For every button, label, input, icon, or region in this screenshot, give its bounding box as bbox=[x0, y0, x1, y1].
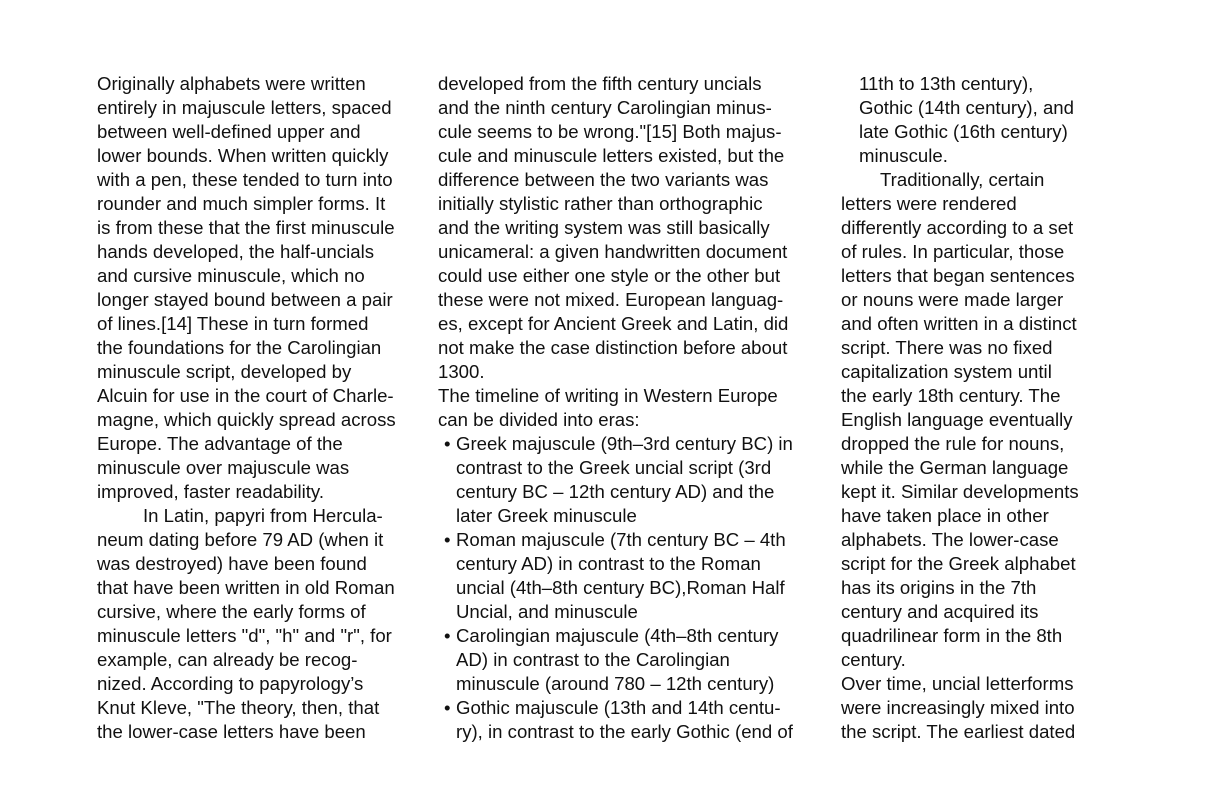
text-line: dropped the rule for nouns, bbox=[841, 433, 1065, 454]
list-item-line: • Gothic majuscule (13th and 14th centu- bbox=[444, 697, 781, 718]
paragraph-start-line: Traditionally, certain bbox=[880, 169, 1045, 190]
text-column-right bbox=[841, 72, 1111, 744]
text-line: the lower-case letters have been bbox=[97, 721, 366, 742]
text-line: minuscule over majuscule was bbox=[97, 457, 350, 478]
text-line: cule seems to be wrong."[15] Both majus- bbox=[438, 121, 782, 142]
list-item-line: minuscule (around 780 – 12th century) bbox=[456, 673, 775, 694]
text-line: neum dating before 79 AD (when it bbox=[97, 529, 384, 550]
text-line: es, except for Ancient Greek and Latin, did bbox=[438, 313, 789, 334]
text-line: not make the case distinction before about bbox=[438, 337, 788, 358]
bullet-marker: • bbox=[444, 625, 451, 646]
text-line: nized. According to papyrology’s bbox=[97, 673, 364, 694]
text-line: cule and minuscule letters existed, but the bbox=[438, 145, 785, 166]
list-item-continuation: Gothic (14th century), and bbox=[859, 97, 1074, 118]
list-item-line: century AD) in contrast to the Roman bbox=[456, 553, 761, 574]
list-item-continuation: late Gothic (16th century) bbox=[859, 121, 1068, 142]
list-item-continuation: minuscule. bbox=[859, 145, 948, 166]
text-line: of lines.[14] These in turn formed bbox=[97, 313, 369, 334]
text-line: were increasingly mixed into bbox=[841, 697, 1075, 718]
text-line: script for the Greek alphabet bbox=[841, 553, 1076, 574]
text-line: the early 18th century. The bbox=[841, 385, 1061, 406]
text-line: letters that began sentences bbox=[841, 265, 1075, 286]
text-line: century and acquired its bbox=[841, 601, 1039, 622]
list-item-line: later Greek minuscule bbox=[456, 505, 637, 526]
text-line: quadrilinear form in the 8th bbox=[841, 625, 1063, 646]
text-line: hands developed, the half-uncials bbox=[97, 241, 375, 262]
text-line: was destroyed) have been found bbox=[97, 553, 367, 574]
text-line: differently according to a set bbox=[841, 217, 1074, 238]
text-line: and the ninth century Carolingian minus- bbox=[438, 97, 772, 118]
list-item-line: • Greek majuscule (9th–3rd century BC) in bbox=[444, 433, 793, 454]
era-bullet-list bbox=[438, 432, 828, 744]
list-item-line: Uncial, and minuscule bbox=[456, 601, 638, 622]
text-line: example, can already be recog- bbox=[97, 649, 358, 670]
text-line: unicameral: a given handwritten document bbox=[438, 241, 788, 262]
list-item-line: • Roman majuscule (7th century BC – 4th bbox=[444, 529, 786, 550]
paragraph-start-line: In Latin, papyri from Hercula- bbox=[143, 505, 383, 526]
text-line: Originally alphabets were written bbox=[97, 73, 366, 94]
list-item-line: contrast to the Greek uncial script (3rd bbox=[456, 457, 772, 478]
text-line: Over time, uncial letterforms bbox=[841, 673, 1074, 694]
text-line: capitalization system until bbox=[841, 361, 1052, 382]
text-line: rounder and much simpler forms. It bbox=[97, 193, 386, 214]
text-line: minuscule script, developed by bbox=[97, 361, 352, 382]
text-line: has its origins in the 7th bbox=[841, 577, 1037, 598]
text-line: century. bbox=[841, 649, 906, 670]
text-line: of rules. In particular, those bbox=[841, 241, 1065, 262]
text-line: Europe. The advantage of the bbox=[97, 433, 343, 454]
text-line: kept it. Similar developments bbox=[841, 481, 1079, 502]
list-item-line: ry), in contrast to the early Gothic (end of bbox=[456, 721, 793, 742]
bullet-marker: • bbox=[444, 697, 451, 718]
text-line: entirely in majuscule letters, spaced bbox=[97, 97, 392, 118]
text-line: or nouns were made larger bbox=[841, 289, 1064, 310]
text-line: longer stayed bound between a pair bbox=[97, 289, 393, 310]
text-line: is from these that the first minuscule bbox=[97, 217, 395, 238]
text-line: that have been written in old Roman bbox=[97, 577, 395, 598]
text-line: these were not mixed. European languag- bbox=[438, 289, 784, 310]
text-line: 1300. bbox=[438, 361, 485, 382]
text-line: and the writing system was still basically bbox=[438, 217, 770, 238]
bullet-marker: • bbox=[444, 529, 451, 550]
text-line: cursive, where the early forms of bbox=[97, 601, 366, 622]
text-line: alphabets. The lower-case bbox=[841, 529, 1059, 550]
text-line: improved, faster readability. bbox=[97, 481, 325, 502]
text-line: with a pen, these tended to turn into bbox=[97, 169, 393, 190]
text-line: the script. The earliest dated bbox=[841, 721, 1076, 742]
text-line: script. There was no fixed bbox=[841, 337, 1053, 358]
text-line: The timeline of writing in Western Europe bbox=[438, 385, 778, 406]
text-column-left bbox=[97, 72, 427, 744]
text-line: Knut Kleve, "The theory, then, that bbox=[97, 697, 380, 718]
text-line: have taken place in other bbox=[841, 505, 1049, 526]
list-item-continuation: 11th to 13th century), bbox=[859, 73, 1034, 94]
text-line: while the German language bbox=[841, 457, 1069, 478]
text-line: letters were rendered bbox=[841, 193, 1017, 214]
text-line: minuscule letters "d", "h" and "r", for bbox=[97, 625, 392, 646]
text-line: lower bounds. When written quickly bbox=[97, 145, 389, 166]
text-line: developed from the fifth century uncials bbox=[438, 73, 762, 94]
text-line: initially stylistic rather than orthographic bbox=[438, 193, 763, 214]
list-item-line: • Carolingian majuscule (4th–8th century bbox=[444, 625, 779, 646]
text-line: and often written in a distinct bbox=[841, 313, 1077, 334]
list-item-line: uncial (4th–8th century BC),Roman Half bbox=[456, 577, 785, 598]
text-line: difference between the two variants was bbox=[438, 169, 769, 190]
text-line: the foundations for the Carolingian bbox=[97, 337, 382, 358]
text-line: magne, which quickly spread across bbox=[97, 409, 396, 430]
list-item-line: AD) in contrast to the Carolingian bbox=[456, 649, 730, 670]
text-column-middle bbox=[438, 72, 828, 744]
text-line: can be divided into eras: bbox=[438, 409, 640, 430]
text-line: English language eventually bbox=[841, 409, 1073, 430]
list-item-line: century BC – 12th century AD) and the bbox=[456, 481, 775, 502]
text-line: could use either one style or the other but bbox=[438, 265, 781, 286]
bullet-marker: • bbox=[444, 433, 451, 454]
text-line: Alcuin for use in the court of Charle- bbox=[97, 385, 394, 406]
text-line: and cursive minuscule, which no bbox=[97, 265, 365, 286]
text-line: between well-defined upper and bbox=[97, 121, 361, 142]
